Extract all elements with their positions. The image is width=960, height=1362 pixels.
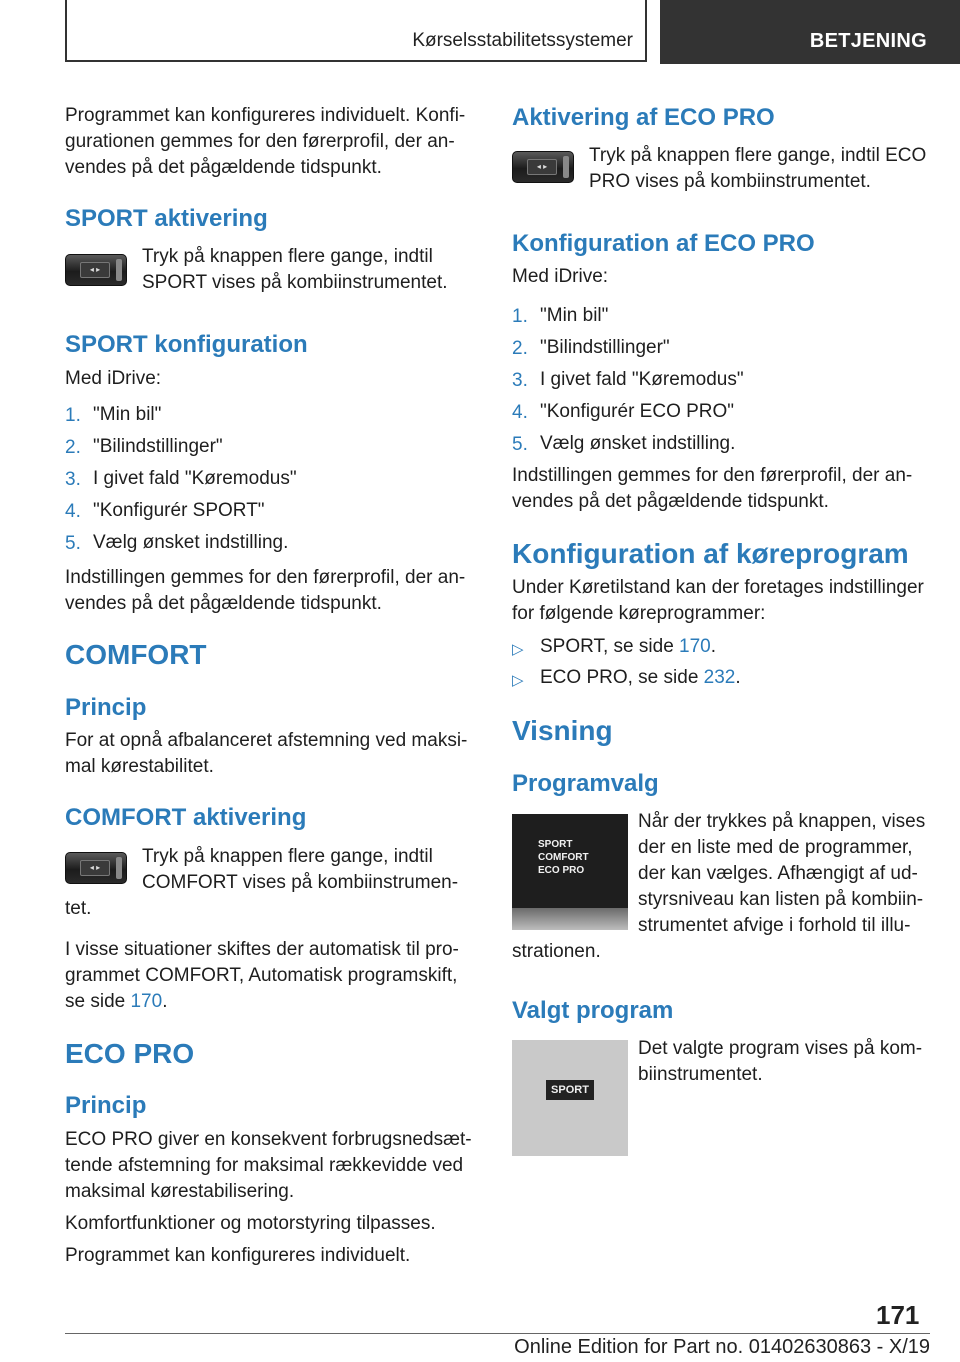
intro-text: gurationen gemmes for den førerprofil, der an‐ xyxy=(65,131,455,152)
comfort-heading: COMFORT xyxy=(65,639,207,670)
program-selection-text: der kan vælges. Afhængigt af ud‐ xyxy=(638,863,918,884)
step-text: "Konfigurér ECO PRO" xyxy=(540,401,735,422)
saved-text: Indstillingen gemmes for den førerprofil, der an‐ xyxy=(512,465,913,486)
step-number: 4. xyxy=(65,501,81,522)
selected-program-display-image xyxy=(512,1040,628,1156)
bullet-triangle-icon: ▷ xyxy=(512,641,524,658)
step-text: "Bilindstillinger" xyxy=(540,337,670,358)
selected-program-heading: Valgt program xyxy=(512,997,674,1024)
eco-princip-text: ECO PRO giver en konsekvent forbrugsnedsæt‐ xyxy=(65,1129,472,1150)
bullet-item: ECO PRO, se side 232. xyxy=(540,667,741,688)
saved-text: Indstillingen gemmes for den førerprofil, der an‐ xyxy=(65,567,466,588)
program-selection-text: Når der trykkes på knappen, vises xyxy=(638,811,926,832)
eco-princip-text: tende afstemning for maksimal rækkevidde ved xyxy=(65,1155,464,1176)
page-link[interactable]: 232 xyxy=(703,667,736,688)
idrive-label: Med iDrive: xyxy=(512,266,609,287)
display-menu-item: SPORT xyxy=(538,839,573,850)
comfort-princip-heading: Princip xyxy=(65,694,147,721)
display-menu-item: COMFORT xyxy=(538,852,589,863)
eco-activation-heading: Aktivering af ECO PRO xyxy=(512,104,775,131)
program-selection-text: der en liste med de programmer, xyxy=(638,837,913,858)
eco-activation-text: PRO vises på kombiinstrumentet. xyxy=(589,171,871,192)
comfort-activation-text: tet. xyxy=(65,898,92,919)
eco-princip-text: Programmet kan konfigureres individuelt. xyxy=(65,1245,411,1266)
step-text: "Min bil" xyxy=(540,305,609,326)
header-chapter-box xyxy=(65,0,647,62)
page-number: 171 xyxy=(876,1300,920,1330)
step-text: I givet fald "Køremodus" xyxy=(540,369,744,390)
driving-mode-button-icon: ◂ ▸ xyxy=(65,254,127,286)
drive-program-config-text: Under Køretilstand kan der foretages indstillinger xyxy=(512,577,924,598)
footer-divider xyxy=(65,1333,930,1334)
intro-text: vendes på det pågældende tidspunkt. xyxy=(65,157,382,178)
step-number: 5. xyxy=(512,434,528,455)
driving-mode-button-icon: ◂ ▸ xyxy=(65,852,127,884)
comfort-activation-text: Tryk på knappen flere gange, indtil xyxy=(142,846,433,867)
sport-activation-heading: SPORT aktivering xyxy=(65,205,268,232)
step-text: "Min bil" xyxy=(93,404,162,425)
auto-switch-text: se side 170. xyxy=(65,991,168,1012)
comfort-princip-text: For at opnå afbalanceret afstemning ved maksi‐ xyxy=(65,730,468,751)
selected-program-text: biinstrumentet. xyxy=(638,1064,763,1085)
driving-mode-button-icon: ◂ ▸ xyxy=(512,151,574,183)
header-section: BETJENING xyxy=(809,30,927,52)
comfort-princip-text: mal kørestabilitet. xyxy=(65,756,214,777)
step-number: 3. xyxy=(512,370,528,391)
program-selection-heading: Programvalg xyxy=(512,770,659,797)
eco-config-heading: Konfiguration af ECO PRO xyxy=(512,230,815,257)
program-selection-text: strationen. xyxy=(512,941,601,962)
step-text: I givet fald "Køremodus" xyxy=(93,468,297,489)
bullet-triangle-icon: ▷ xyxy=(512,672,524,689)
step-number: 4. xyxy=(512,402,528,423)
auto-switch-text: grammet COMFORT, Automatisk programskift, xyxy=(65,965,458,986)
drive-program-config-heading: Konfiguration af køreprogram xyxy=(512,538,909,569)
eco-princip-text: maksimal kørestabilisering. xyxy=(65,1181,295,1202)
eco-pro-heading: ECO PRO xyxy=(65,1038,195,1069)
bullet-item: SPORT, se side 170. xyxy=(540,636,717,657)
display-selected-program: SPORT xyxy=(546,1080,594,1100)
step-number: 1. xyxy=(512,306,528,327)
eco-activation-text: Tryk på knappen flere gange, indtil ECO xyxy=(589,145,927,166)
step-number: 2. xyxy=(65,437,81,458)
header-chapter: Kørselsstabilitetssystemer xyxy=(412,30,633,51)
drive-program-config-text: for følgende køreprogrammer: xyxy=(512,603,766,624)
step-number: 3. xyxy=(65,469,81,490)
page-link[interactable]: 170 xyxy=(130,991,163,1012)
page-link[interactable]: 170 xyxy=(679,636,711,657)
program-list-display-image xyxy=(512,814,628,930)
selected-program-text: Det valgte program vises på kom‐ xyxy=(638,1038,923,1059)
step-text: "Konfigurér SPORT" xyxy=(93,500,265,521)
step-number: 1. xyxy=(65,405,81,426)
step-text: "Bilindstillinger" xyxy=(93,436,223,457)
comfort-activation-text: COMFORT vises på kombiinstrumen‐ xyxy=(142,872,459,893)
step-number: 5. xyxy=(65,533,81,554)
program-selection-text: strumentet afvige i forhold til illu‐ xyxy=(638,915,911,936)
eco-princip-heading: Princip xyxy=(65,1092,147,1119)
sport-activation-text: SPORT vises på kombiinstrumentet. xyxy=(142,272,448,293)
step-number: 2. xyxy=(512,338,528,359)
saved-text: vendes på det pågældende tidspunkt. xyxy=(65,593,382,614)
display-heading: Visning xyxy=(512,715,613,746)
comfort-activation-heading: COMFORT aktivering xyxy=(65,804,307,831)
sport-activation-text: Tryk på knappen flere gange, indtil xyxy=(142,246,433,267)
eco-princip-text: Komfortfunktioner og motorstyring tilpasses. xyxy=(65,1213,436,1234)
step-text: Vælg ønsket indstilling. xyxy=(540,433,736,454)
auto-switch-text: I visse situationer skiftes der automatisk til pro‐ xyxy=(65,939,459,960)
program-selection-text: styrsniveau kan listen på kombiin‐ xyxy=(638,889,924,910)
step-text: Vælg ønsket indstilling. xyxy=(93,532,289,553)
sport-config-heading: SPORT konfiguration xyxy=(65,331,308,358)
saved-text: vendes på det pågældende tidspunkt. xyxy=(512,491,829,512)
intro-text: Programmet kan konfigureres individuelt. Konfi‐ xyxy=(65,105,466,126)
idrive-label: Med iDrive: xyxy=(65,368,162,389)
footer-edition: Online Edition for Part no. 01402630863 - X/19 xyxy=(514,1336,930,1358)
header-section-box xyxy=(660,0,960,64)
display-menu-item: ECO PRO xyxy=(538,865,585,876)
